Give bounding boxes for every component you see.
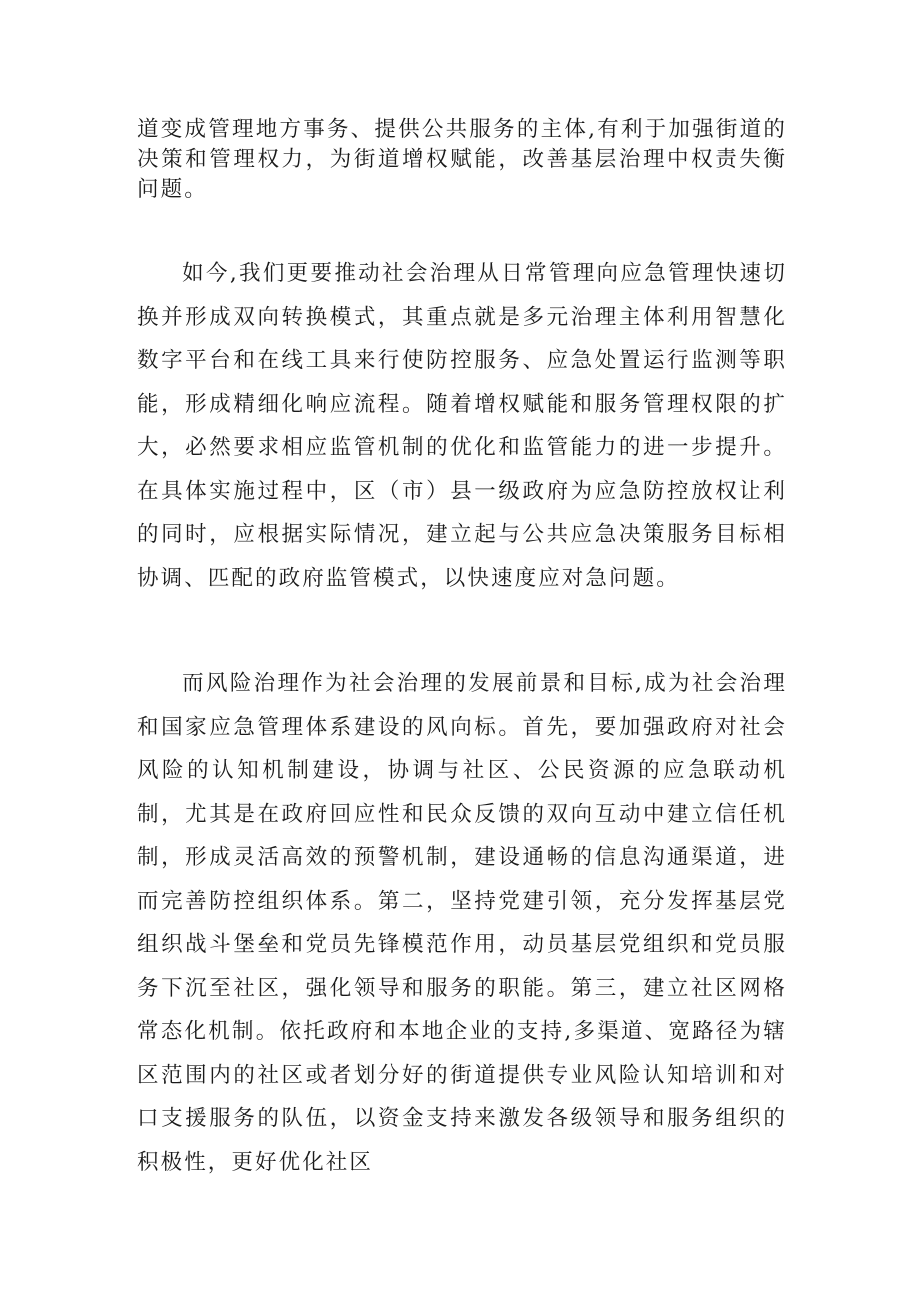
- paragraph-risk-governance: 而风险治理作为社会治理的发展前景和目标,成为社会治理和国家应急管理体系建设的风向标。首先，要加强政府对社会风险的认知机制建设，协调与社区、公民资源的应急联动机制，尤其是在政府回应性和民众反馈的双向互动中建立信任机制，形成灵活高效的预警机制，建设通畅的信息沟通渠道，进而完善防控组织体系。第二，坚持党建引领，充分发挥基层党组织战斗堡垒和党员先锋模范作用，动员基层党组织和党员服务下沉至社区，强化领导和服务的职能。第三，建立社区网格常态化机制。依托政府和本地企业的支持,多渠道、宽路径为辖区范围内的社区或者划分好的街道提供专业风险认知培训和对口支援服务的队伍，以资金支持来激发各级领导和服务组织的积极性，更好优化社区: [137, 671, 787, 1175]
- paragraph-continuation: 道变成管理地方事务、提供公共服务的主体,有利于加强街道的决策和管理权力，为街道增权赋能，改善基层治理中权责失衡问题。: [137, 117, 787, 202]
- paragraph-emergency-management: 如今,我们更要推动社会治理从日常管理向应急管理快速切换并形成双向转换模式，其重点就是多元治理主体利用智慧化数字平台和在线工具来行使防控服务、应急处置运行监测等职能，形成精细化响应流程。随着增权赋能和服务管理权限的扩大，必然要求相应监管机制的优化和监管能力的进一步提升。在具体实施过程中，区（市）县一级政府为应急防控放权让利的同时，应根据实际情况，建立起与公共应急决策服务目标相协调、匹配的政府监管模式，以快速度应对急问题。: [137, 261, 787, 591]
